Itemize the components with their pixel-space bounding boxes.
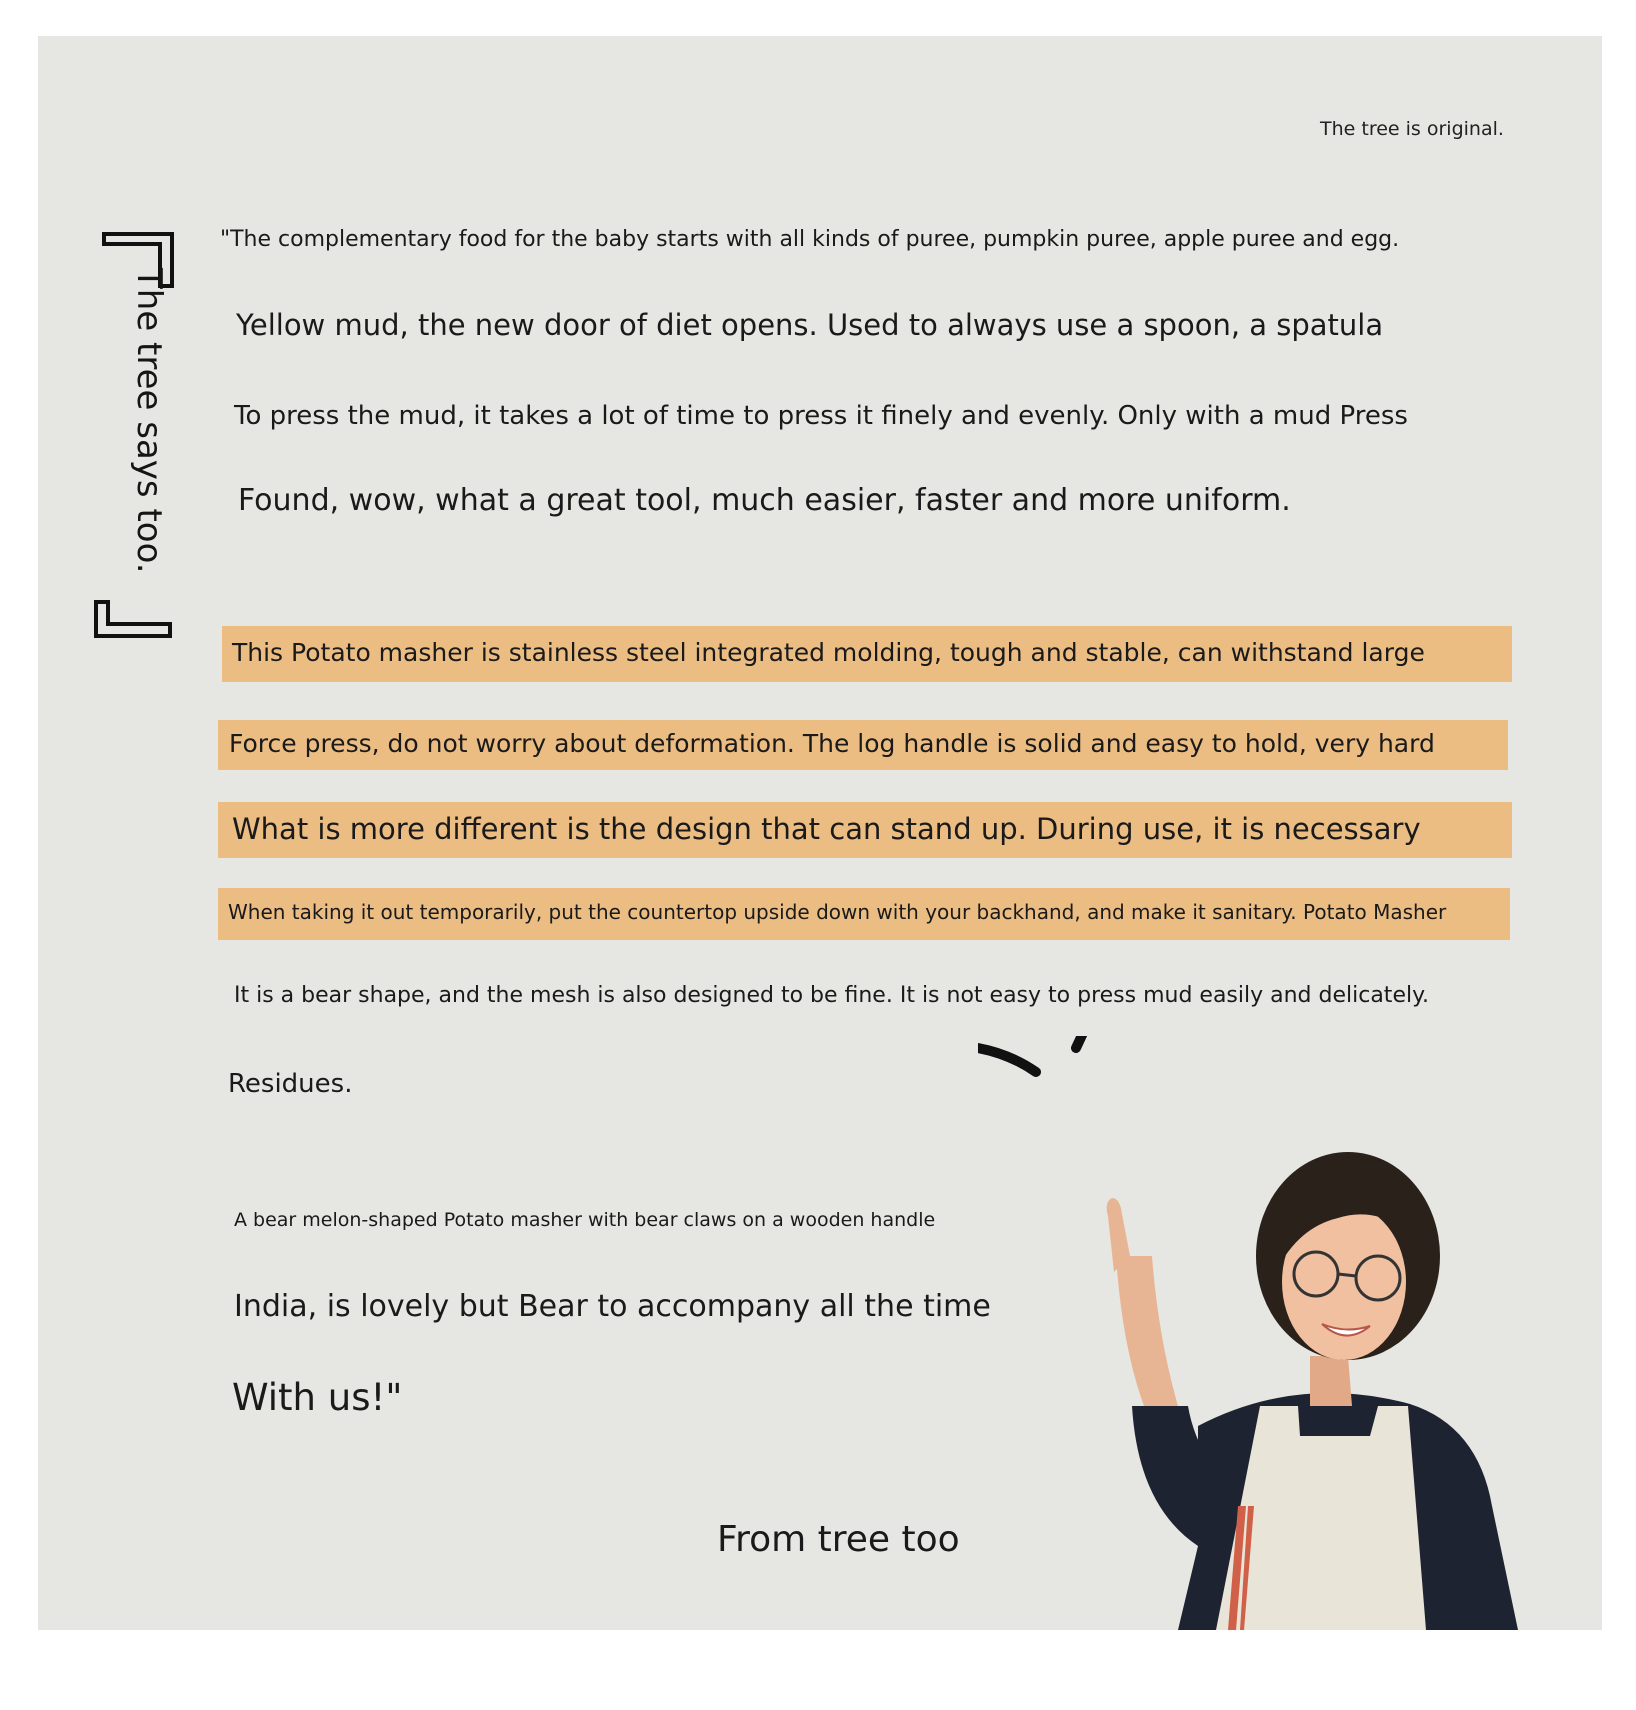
highlighted-line-2: Force press, do not worry about deformation. The log handle is solid and easy to hold, very hard — [218, 720, 1508, 770]
intro-line-3: To press the mud, it takes a lot of time to press it finely and evenly. Only with a mud Press — [234, 401, 1408, 431]
corner-bracket-close-icon — [92, 600, 172, 640]
intro-line-2: Yellow mud, the new door of diet opens. Used to always use a spoon, a spatula — [236, 308, 1384, 342]
highlighted-line-4: When taking it out temporarily, put the countertop upside down with your backhand, and make it sanitary. Potato Masher — [218, 888, 1510, 940]
presenter-photo — [1048, 1106, 1602, 1630]
article-panel — [38, 36, 1602, 1630]
body-line-1: It is a bear shape, and the mesh is also designed to be fine. It is not easy to press mud easily and delicately. — [234, 983, 1429, 1008]
body-line-2: Residues. — [228, 1069, 353, 1099]
vertical-column-title: The tree says too. — [129, 268, 169, 574]
closing-line-2: India, is lovely but Bear to accompany all the time — [234, 1289, 991, 1324]
intro-line-4: Found, wow, what a great tool, much easier, faster and more uniform. — [238, 483, 1291, 518]
highlighted-line-3: What is more different is the design that can stand up. During use, it is necessary — [218, 802, 1512, 858]
signature: From tree too — [717, 1519, 960, 1560]
closing-line-3: With us!" — [232, 1376, 403, 1419]
intro-line-1: "The complementary food for the baby starts with all kinds of puree, pumpkin puree, apple puree and egg. — [220, 227, 1400, 252]
author-credit: The tree is original. — [1320, 118, 1504, 140]
highlighted-line-1: This Potato masher is stainless steel integrated molding, tough and stable, can withstand large — [222, 626, 1512, 682]
closing-line-1: A bear melon-shaped Potato masher with bear claws on a wooden handle — [234, 1209, 936, 1231]
